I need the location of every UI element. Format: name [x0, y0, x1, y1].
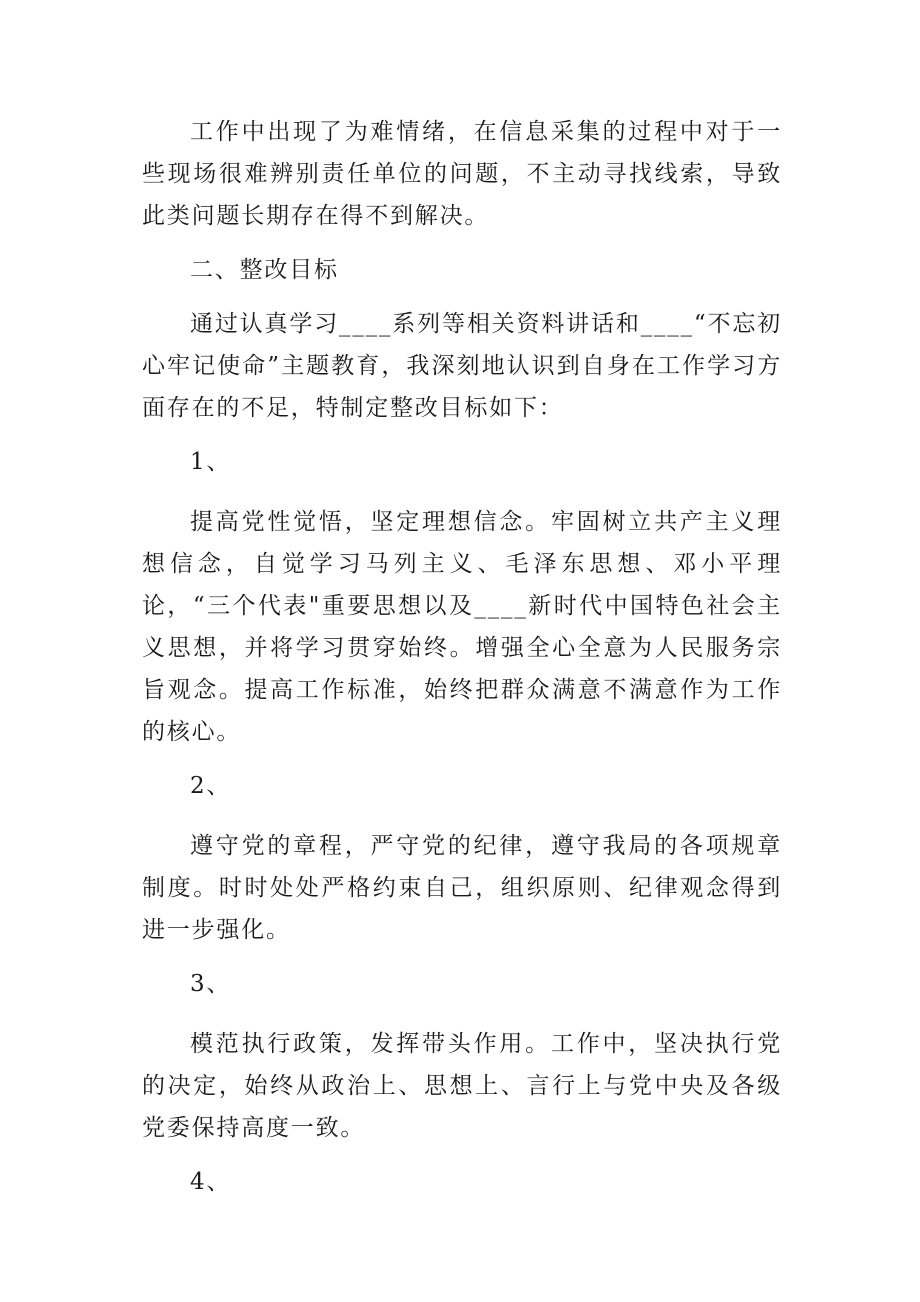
section-heading-rectification-goals: 二、整改目标	[190, 257, 339, 283]
list-number-3: 3、	[190, 971, 232, 997]
document-body	[142, 111, 782, 1221]
list-number-2: 2、	[190, 773, 232, 799]
paragraph-problem-description: 工作中出现了为难情绪，在信息采集的过程中对于一些现场很难辨别责任单位的问题，不主动寻找线索，导致此类问题长期存在得不到解决。	[142, 119, 782, 229]
paragraph-goal-1: 提高党性觉悟，坚定理想信念。牢固树立共产主义理想信念，自觉学习马列主义、毛泽东思想、邓小平理论，“三个代表"重要思想以及____新时代中国特色社会主义思想，并将学习贯穿始终。增强全心全意为人民服务宗旨观念。提高工作标准，始终把群众满意不满意作为工作的核心。	[142, 509, 782, 745]
list-number-4: 4、	[190, 1169, 232, 1195]
paragraph-goal-2: 遵守党的章程，严守党的纪律，遵守我局的各项规章制度。时时处处严格约束自己，组织原则、纪律观念得到进一步强化。	[142, 833, 782, 943]
list-number-1: 1、	[190, 449, 232, 475]
paragraph-goals-intro: 通过认真学习____系列等相关资料讲话和____“不忘初心牢记使命”主题教育，我深刻地认识到自身在工作学习方面存在的不足，特制定整改目标如下：	[142, 311, 782, 421]
paragraph-goal-3: 模范执行政策，发挥带头作用。工作中，坚决执行党的决定，始终从政治上、思想上、言行上与党中央及各级党委保持高度一致。	[142, 1031, 782, 1141]
